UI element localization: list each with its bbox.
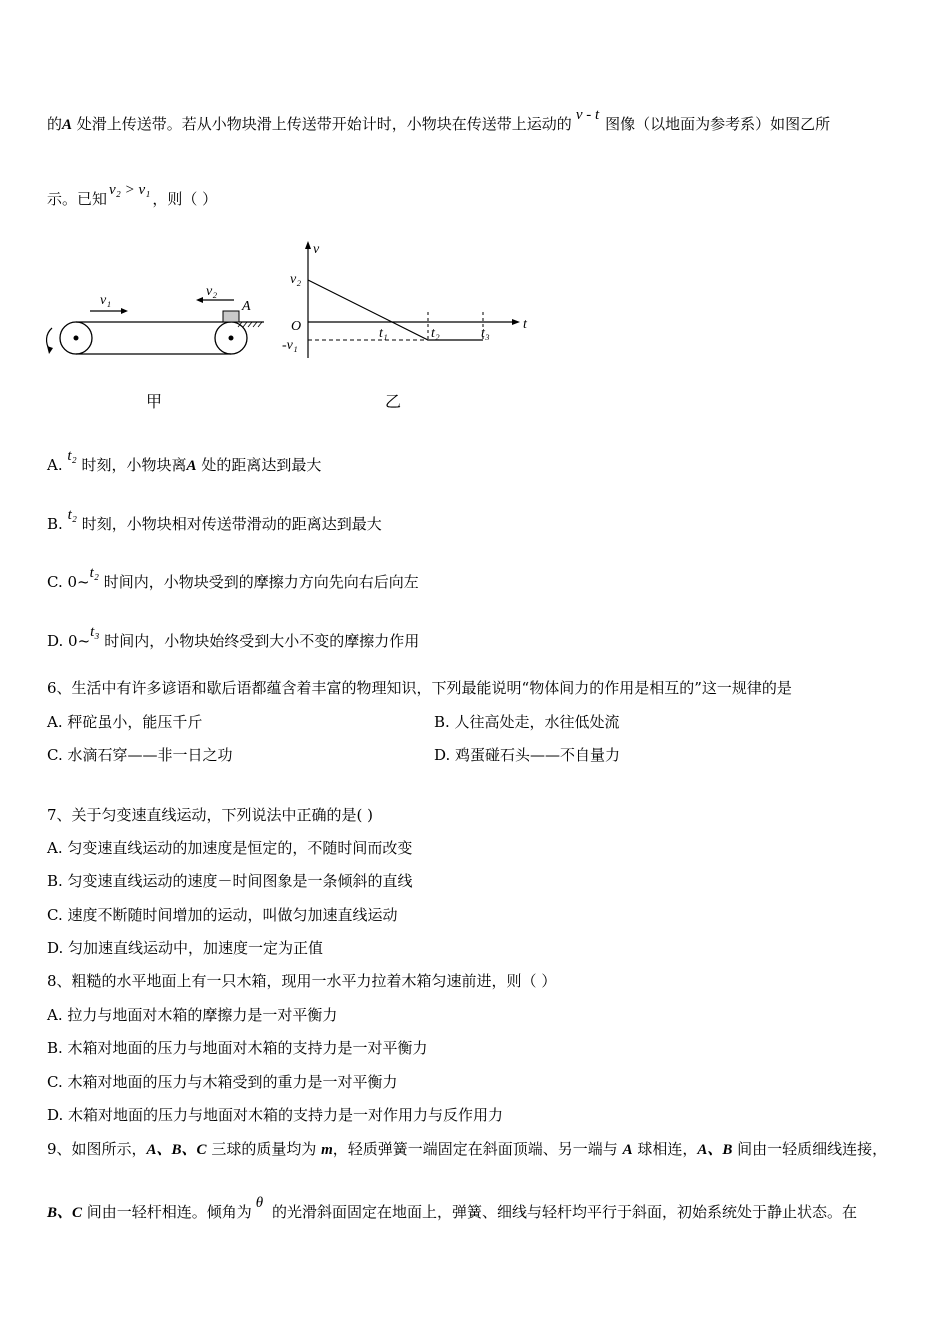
- q8-option-B: B. 木箱对地面的压力与地面对木箱的支持力是一对平衡力: [47, 1039, 428, 1057]
- q9-stem-line2: [47, 1195, 857, 1223]
- velocity-curve: [308, 280, 483, 340]
- q8-stem: 8、粗糙的水平地面上有一只木箱，现用一水平力拉着木箱匀速前进，则（ ）: [47, 972, 557, 990]
- theta-symbol: θ: [255, 1195, 264, 1211]
- v2-tick-label: v₂: [290, 272, 302, 287]
- text: ，轻质弹簧一端固定在斜面顶端、另一端与: [332, 1140, 623, 1158]
- var-m: m: [321, 1142, 333, 1158]
- text: 三球的质量均为: [206, 1140, 322, 1158]
- vt-symbol: v - t: [575, 107, 600, 123]
- v2-label: v₂: [206, 284, 218, 299]
- text: 示。已知: [47, 190, 108, 208]
- q7-option-B: B. 匀变速直线运动的速度－时间图象是一条倾斜的直线: [47, 872, 413, 890]
- text: B.: [47, 515, 68, 533]
- q7-option-A: A. 匀变速直线运动的加速度是恒定的，不随时间而改变: [47, 839, 413, 857]
- caption-yi: 乙: [385, 392, 402, 411]
- var-A: A: [186, 458, 197, 474]
- t1-label: t₁: [379, 326, 388, 341]
- caption-jia: 甲: [146, 392, 163, 411]
- text: 时刻，小物块相对传送带滑动的距离达到最大: [76, 515, 382, 533]
- q5-stem-line1: [47, 107, 831, 135]
- axis-v-label: v: [313, 242, 320, 257]
- t2-symbol: t₂: [67, 448, 77, 464]
- q5-option-B: [47, 507, 382, 535]
- text: A.: [47, 456, 68, 474]
- q8-option-A: A. 拉力与地面对木箱的摩擦力是一对平衡力: [47, 1006, 338, 1024]
- v-axis-arrowhead-icon: [305, 241, 311, 249]
- text: 处滑上传送带。若从小物块滑上传送带开始计时，小物块在传送带上运动的: [72, 115, 572, 133]
- var-AB: A、B: [697, 1142, 733, 1158]
- text: 间由一轻杆相连。倾角为: [82, 1203, 252, 1221]
- text: D. 0~: [47, 632, 91, 650]
- text: 图像（以地面为参考系）如图乙所: [605, 115, 831, 133]
- t2-symbol: t₂: [89, 565, 99, 581]
- text: 时间内，小物块受到的摩擦力方向先向右后向左: [98, 573, 419, 591]
- origin-label: O: [291, 319, 302, 334]
- t2-symbol: t₂: [67, 507, 77, 523]
- right-pulley-axle: [229, 336, 234, 341]
- text: 时刻，小物块离: [76, 456, 187, 474]
- q8-option-D: D. 木箱对地面的压力与地面对木箱的支持力是一对作用力与反作用力: [47, 1106, 504, 1124]
- q6-option-C: C. 水滴石穿——非一日之功: [47, 746, 233, 764]
- text: 9、如图所示，: [47, 1140, 147, 1158]
- text: ，则（ ）: [152, 190, 218, 208]
- axis-t-label: t: [523, 317, 527, 332]
- q9-stem-line1: [47, 1139, 887, 1160]
- t3-symbol: t₃: [90, 624, 100, 640]
- text: 时间内，小物块始终受到大小不变的摩擦力作用: [99, 632, 420, 650]
- q7-option-D: D. 匀加速直线运动中，加速度一定为正值: [47, 939, 324, 957]
- q7-option-C: C. 速度不断随时间增加的运动，叫做匀加速直线运动: [47, 906, 398, 924]
- q7-stem: 7、关于匀变速直线运动，下列说法中正确的是( ): [47, 806, 374, 824]
- t-axis-arrowhead-icon: [512, 319, 520, 325]
- block-A: [223, 311, 239, 322]
- v1-arrowhead-icon: [121, 308, 128, 314]
- condition-v2-gt-v1: v₂ > v₁: [109, 182, 151, 198]
- q6-stem: 6、生活中有许多谚语和歇后语都蕴含着丰富的物理知识，下列最能说明“物体间力的作用是相互的”这一规律的是: [47, 679, 792, 697]
- belt: [60, 322, 247, 354]
- text: 间由一轻质细线连接，: [732, 1140, 888, 1158]
- figure-jia-conveyor: [38, 280, 278, 370]
- rotation-arrowhead-icon: [47, 346, 53, 354]
- text: 处的距离达到最大: [196, 456, 322, 474]
- var-BC: B、C: [47, 1205, 83, 1221]
- figure-yi-vt-graph: [280, 236, 540, 366]
- text: 的: [47, 115, 63, 133]
- q6-option-B: B. 人往高处走，水往低处流: [434, 713, 620, 731]
- v2-arrowhead-icon: [196, 297, 203, 303]
- q5-option-D: [47, 624, 420, 652]
- v1-label: v₁: [100, 293, 112, 308]
- t3-label: t₃: [481, 326, 490, 341]
- q5-option-A: [47, 448, 322, 476]
- left-pulley-axle: [74, 336, 79, 341]
- text: C. 0~: [47, 573, 90, 591]
- q8-option-C: C. 木箱对地面的压力与木箱受到的重力是一对平衡力: [47, 1073, 398, 1091]
- q5-option-C: [47, 565, 419, 593]
- t2-label: t₂: [431, 326, 440, 341]
- var-A: A: [62, 117, 73, 133]
- A-label: A: [242, 299, 251, 314]
- q6-option-A: A. 秤砣虽小，能压千斤: [47, 713, 203, 731]
- var-ABC: A、B、C: [146, 1142, 207, 1158]
- text: 球相连，: [632, 1140, 698, 1158]
- q5-stem-line2: [47, 182, 218, 210]
- neg-v1-tick-label: -v₁: [282, 338, 298, 353]
- var-A: A: [622, 1142, 633, 1158]
- text: 的光滑斜面固定在地面上，弹簧、细线与轻杆均平行于斜面，初始系统处于静止状态。在: [267, 1203, 857, 1221]
- q6-option-D: D. 鸡蛋碰石头——不自量力: [434, 746, 621, 764]
